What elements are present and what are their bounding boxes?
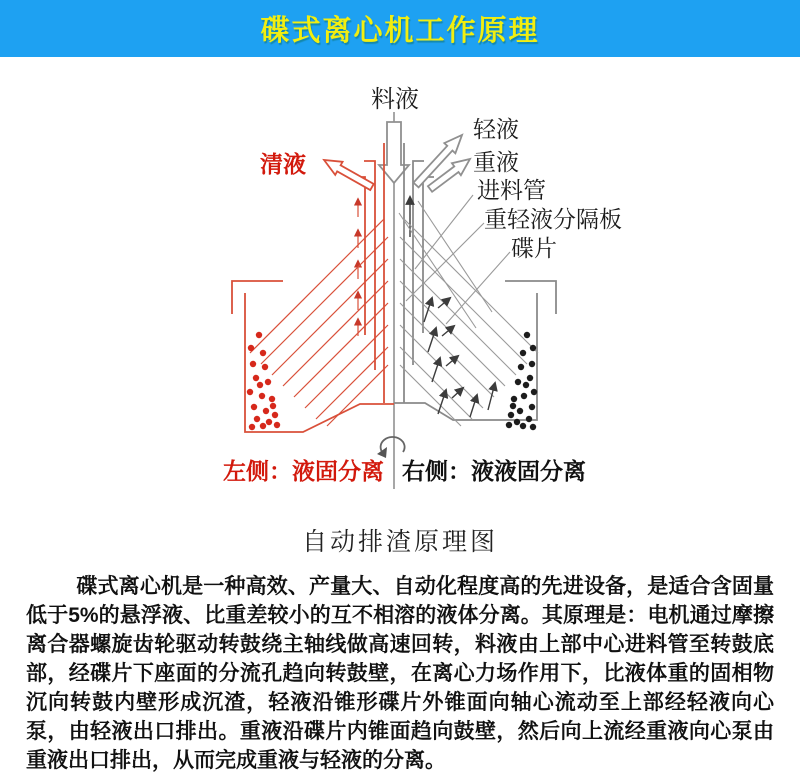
clear-liquid-arrow xyxy=(320,153,375,193)
left-disc-stack xyxy=(250,219,388,426)
label-separator-plate: 重轻液分隔板 xyxy=(484,206,622,232)
rotation-icon xyxy=(377,437,405,458)
description-paragraph: 碟式离心机是一种高效、产量大、自动化程度高的先进设备，是适合含固量低于5%的悬浮液、比重差较小的互不相溶的液体分离。其原理是：电机通过摩擦离合器螺旋齿轮驱动转鼓绕主轴线做高速回转，料液由上部中心进料管至转鼓底部，经碟片下座面的分流孔趋向转鼓壁，在离心力场作用下，比液体重的固相物沉向转鼓内壁形成沉渣，轻液沿锥形碟片外锥面向轴心流动至上部经轻液向心泵，由轻液出口排出。重液沿碟片内锥面趋向鼓壁，然后向上流经重液向心泵由重液出口排出，从而完成重液与轻液的分离。 xyxy=(26,575,774,772)
centrifuge-diagram xyxy=(0,65,800,510)
label-light-liquid: 轻液 xyxy=(473,116,519,142)
label-feed-liquid: 料液 xyxy=(371,86,419,113)
label-feed-pipe: 进料管 xyxy=(477,177,546,203)
label-heavy-liquid: 重液 xyxy=(473,149,519,175)
label-clear-liquid: 清液 xyxy=(260,151,306,177)
right-sediment-dots xyxy=(506,332,537,430)
heavy-liquid-arrow xyxy=(425,153,474,195)
page-title: 碟式离心机工作原理 xyxy=(260,15,540,47)
header-banner xyxy=(0,0,800,57)
section-title: 自动排渣原理图 xyxy=(301,528,498,556)
label-disc: 碟片 xyxy=(511,235,557,261)
caption-left-side: 左侧：液固分离 xyxy=(223,458,384,484)
caption-right-side: 右侧：液液固分离 xyxy=(402,458,586,484)
left-sediment-dots xyxy=(247,332,280,430)
